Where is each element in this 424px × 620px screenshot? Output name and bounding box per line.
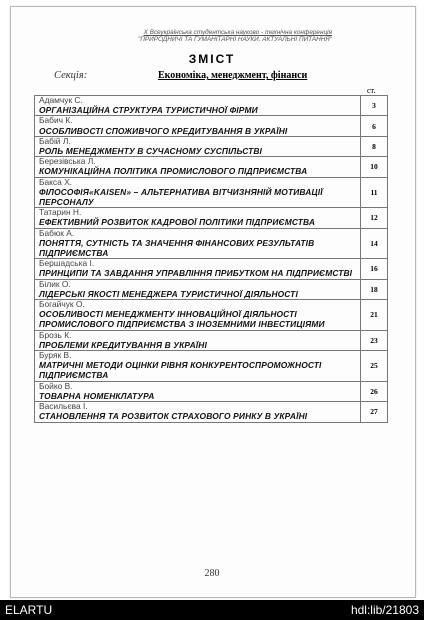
entry-page-number: 10 [361,157,388,177]
toc-entry-cell [35,402,361,422]
toc-row [35,402,388,422]
entry-title: ФІЛОСОФІЯ«KAISEN» – АЛЬТЕРНАТИВА ВІТЧИЗНЯНІЙ МОТИВАЦІЇ ПЕРСОНАЛУ [39,186,323,208]
repository-name[interactable]: ELARTU [5,603,53,617]
entry-title: МАТРИЧНІ МЕТОДИ ОЦІНКИ РІВНЯ КОНКУРЕНТОСПРОМОЖНОСТІ ПІДПРИЄМСТВА [39,360,322,381]
entry-page-number: 23 [361,330,388,350]
toc-row [35,259,388,279]
toc-entry-cell [35,177,361,208]
entry-page-number: 18 [361,279,388,299]
entry-title: ТОВАРНА НОМЕНКЛАТУРА [39,390,155,401]
toc-entry-cell [35,208,361,228]
section-label: Секція: [54,70,88,81]
toc-entry-cell [35,116,361,136]
contents-table [34,95,388,423]
toc-entry-cell [35,259,361,279]
toc-row [35,177,388,208]
entry-title: ПРИНЦИПИ ТА ЗАВДАННЯ УПРАВЛІННЯ ПРИБУТКОМ НА ПІДПРИЄМСТВІ [39,268,353,279]
entry-title: ОСОБЛИВОСТІ МЕНЕДЖМЕНТУ ІННОВАЦІЙНОЇ ДІЯЛЬНОСТІ ПРОМИСЛОВОГО ПІДПРИЄМСТВА З ІНОЗЕМНИМИ ІНВЕСТИЦІЯМИ [39,309,325,330]
entry-page-number: 25 [361,351,388,382]
toc-entry-cell [35,330,361,350]
entry-author: Богайчук О. [39,299,85,310]
conference-line-2: "ПРИРОДНИЧІ ТА ГУМАНІТАРНІ НАУКИ. АКТУАЛЬНІ ПИТАННЯ" [137,36,332,43]
page-column-header: ст. [367,86,376,95]
entry-author: Бабич К. [39,115,73,126]
entry-title: ОСОБЛИВОСТІ СПОЖИВЧОГО КРЕДИТУВАННЯ В УКРАЇНІ [39,125,288,136]
entry-author: Бойко В. [39,380,73,391]
entry-author: Татарин Н. [39,207,82,218]
entry-author: Бакса Х. [39,176,72,187]
handle-id[interactable]: hdl:lib/21803 [350,603,419,617]
toc-entry-cell [35,279,361,299]
toc-entry-cell [35,157,361,177]
entry-page-number: 11 [361,177,388,208]
entry-page-number: 16 [361,259,388,279]
entry-title: ЕФЕКТИВНИЙ РОЗВИТОК КАДРОВОЇ ПОЛІТИКИ ПІДПРИЄМСТВА [39,217,316,228]
entry-author: Бабій Л. [39,135,71,146]
entry-page-number: 3 [361,96,388,116]
entry-page-number: 12 [361,208,388,228]
entry-author: Білик О. [39,278,71,289]
toc-entry-cell [35,96,361,116]
entry-page-number: 27 [361,402,388,422]
entry-author: Березівська Л. [39,156,96,167]
entry-page-number: 14 [361,228,388,259]
toc-row [35,208,388,228]
conference-line-1: X Всеукраїнська студентська науково - технічна конференція [143,29,332,36]
entry-author: Брозь К. [39,329,72,340]
toc-row [35,157,388,177]
toc-row [35,381,388,401]
toc-entry-cell [35,381,361,401]
toc-row [35,228,388,259]
footer-bar [0,600,424,620]
toc-entry-cell [35,228,361,259]
toc-row [35,136,388,156]
entry-title: СТАНОВЛЕННЯ ТА РОЗВИТОК СТРАХОВОГО РИНКУ В УКРАЇНІ [39,411,308,422]
entry-author: Васильєва І. [39,401,88,412]
entry-author: Адамчук С. [39,95,83,105]
page-title: ЗМІСТ [188,52,236,66]
toc-row [35,300,388,331]
entry-page-number: 26 [361,381,388,401]
conference-header [100,29,332,43]
entry-title: ПОНЯТТЯ, СУТНІСТЬ ТА ЗНАЧЕННЯ ФІНАНСОВИХ РЕЗУЛЬТАТІВ ПІДПРИЄМСТВА [39,237,315,259]
toc-row [35,96,388,116]
entry-title: ЛІДЕРСЬКІ ЯКОСТІ МЕНЕДЖЕРА ТУРИСТИЧНОЇ ДІЯЛЬНОСТІ [39,288,298,299]
toc-row [35,116,388,136]
section-name: Економіка, менеджмент, фінанси [158,70,308,81]
entry-page-number: 8 [361,136,388,156]
entry-title: КОМУНІКАЦІЙНА ПОЛІТИКА ПРОМИСЛОВОГО ПІДПРИЄМСТВА [39,166,308,177]
toc-row [35,330,388,350]
page-number: 280 [204,568,220,579]
toc-entry-cell [35,300,361,331]
entry-author: Буряк В. [39,350,72,361]
entry-author: Бабюк А. [39,227,75,238]
entry-title: ПРОБЛЕМИ КРЕДИТУВАННЯ В УКРАЇНІ [39,339,207,350]
entry-page-number: 21 [361,300,388,331]
entry-author: Бершадська І. [39,258,95,269]
toc-row [35,279,388,299]
toc-entry-cell [35,351,361,382]
entry-page-number: 6 [361,116,388,136]
entry-title: ОРГАНІЗАЦІЙНА СТРУКТУРА ТУРИСТИЧНОЇ ФІРМИ [39,105,258,116]
toc-row [35,351,388,382]
entry-title: РОЛЬ МЕНЕДЖМЕНТУ В СУЧАСНОМУ СУСПІЛЬСТВІ [39,146,263,157]
toc-entry-cell [35,136,361,156]
